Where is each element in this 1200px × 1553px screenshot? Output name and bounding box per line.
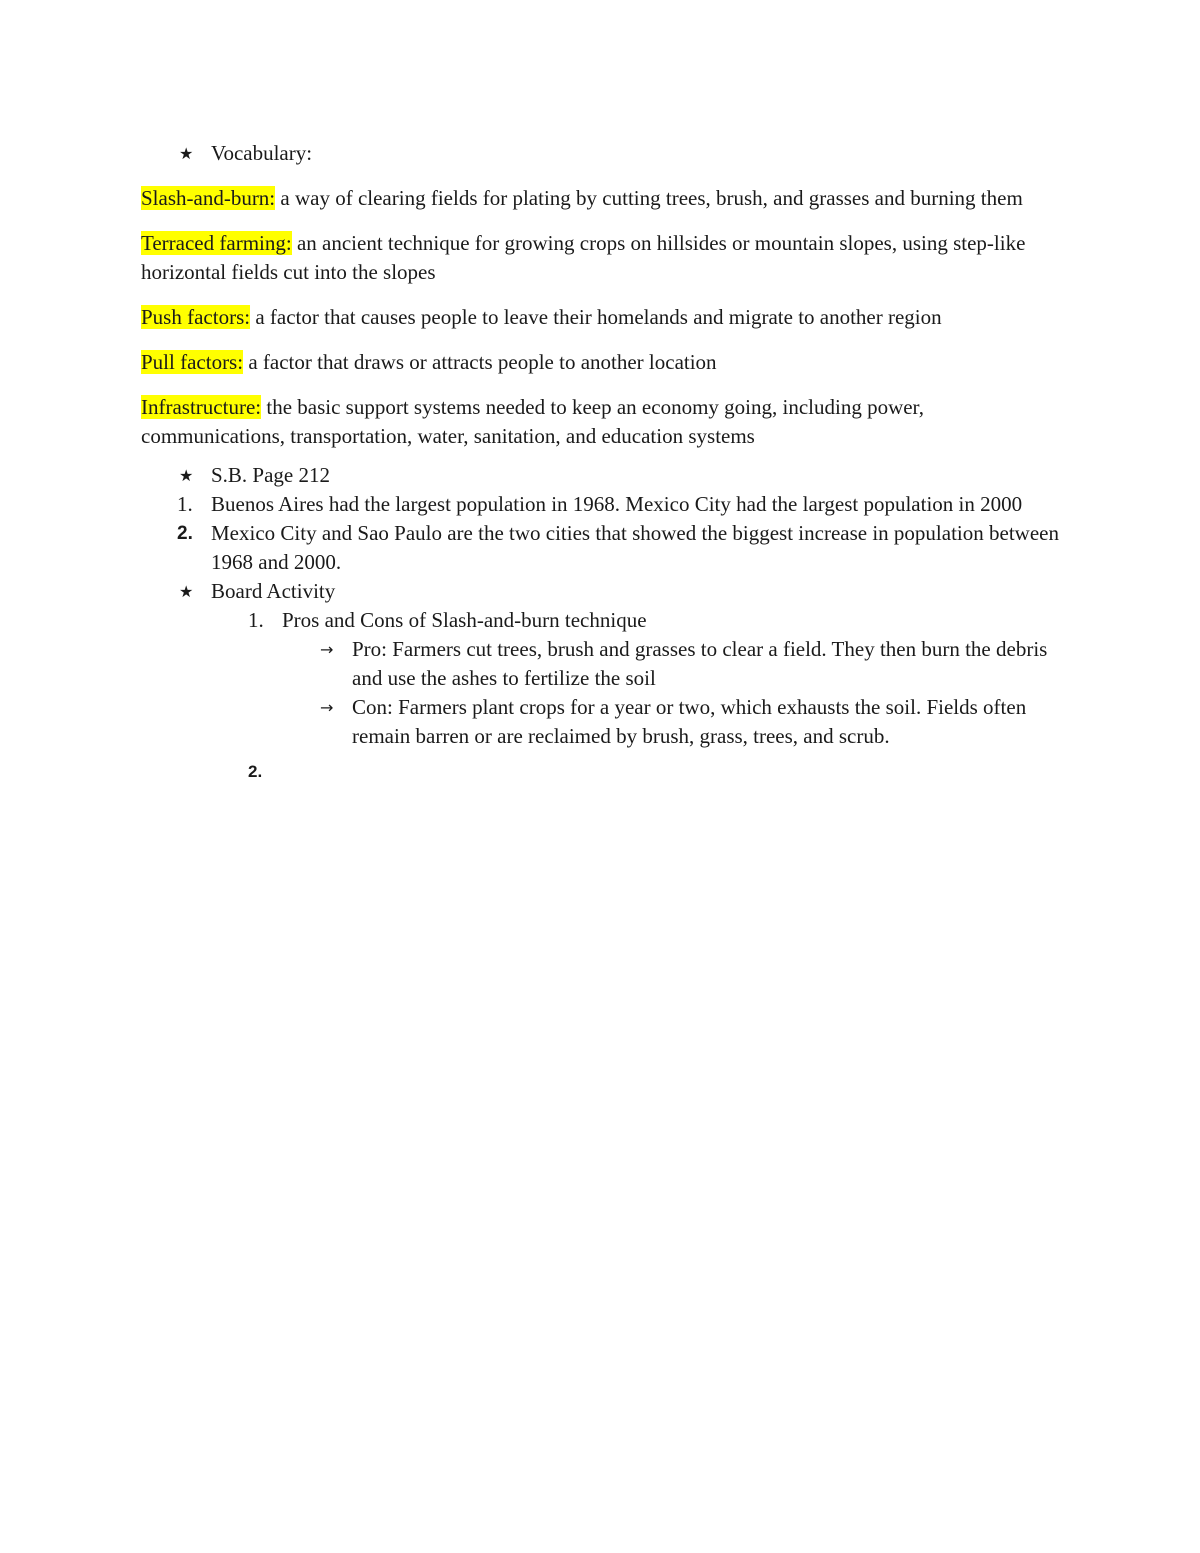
- sb-heading-row: [141, 461, 1061, 490]
- arrow-right-icon: →: [320, 640, 334, 659]
- definition-infrastructure: [141, 393, 1061, 451]
- arrow-right-icon: →: [320, 698, 334, 717]
- definition-text: a factor that causes people to leave their homelands and migrate to another region: [250, 305, 942, 329]
- board-heading: Board Activity: [211, 579, 336, 603]
- list-item-text: Pros and Cons of Slash-and-burn technique: [282, 608, 647, 632]
- vocab-heading: Vocabulary:: [211, 141, 313, 165]
- list-number: 1.: [248, 608, 264, 632]
- list-item-text: [282, 759, 287, 783]
- definition-term: Terraced farming:: [141, 231, 292, 255]
- list-item-text: Buenos Aires had the largest population in 1968. Mexico City had the largest population in 2000: [211, 492, 1023, 516]
- list-number: 2.: [248, 762, 263, 781]
- star-icon: ★: [179, 466, 194, 485]
- definition-term: Push factors:: [141, 305, 251, 329]
- list-item-text: Con: Farmers plant crops for a year or two, which exhausts the soil. Fields often remain barren or are reclaimed by brush, grass, trees, and scrub.: [352, 695, 1027, 748]
- definition-push-factors: [141, 303, 1061, 332]
- board-subitem-pro: [141, 635, 1061, 693]
- definition-term: Infrastructure:: [141, 395, 262, 419]
- list-number: 1.: [177, 492, 193, 516]
- definition-term: Slash-and-burn:: [141, 186, 276, 210]
- definition-pull-factors: [141, 348, 1061, 377]
- definition-term: Pull factors:: [141, 350, 244, 374]
- sb-item-2: [141, 519, 1061, 577]
- document-content: [141, 139, 1061, 786]
- definition-slash-and-burn: [141, 184, 1061, 213]
- board-subitem-con: [141, 693, 1061, 751]
- definition-text: the basic support systems needed to keep an economy going, including power, communications, transportation, water, sanitation, and education systems: [141, 395, 924, 448]
- sb-item-1: [141, 490, 1061, 519]
- board-heading-row: [141, 577, 1061, 606]
- star-icon: ★: [179, 144, 194, 163]
- definition-text: a factor that draws or attracts people to another location: [243, 350, 717, 374]
- star-icon: ★: [179, 582, 194, 601]
- sb-heading: S.B. Page 212: [211, 463, 331, 487]
- list-item-text: Pro: Farmers cut trees, brush and grasses to clear a field. They then burn the debris and use the ashes to fertilize the soil: [352, 637, 1048, 690]
- definition-text: an ancient technique for growing crops on hillsides or mountain slopes, using step-like horizontal fields cut into the slopes: [141, 231, 1026, 284]
- board-item-2: [141, 757, 1061, 786]
- definition-text: a way of clearing fields for plating by cutting trees, brush, and grasses and burning them: [275, 186, 1023, 210]
- list-item-text: Mexico City and Sao Paulo are the two cities that showed the biggest increase in population between 1968 and 2000.: [211, 521, 1059, 574]
- board-item-1: [141, 606, 1061, 635]
- vocab-heading-row: [141, 139, 1061, 168]
- definition-terraced-farming: [141, 229, 1061, 287]
- list-number: 2.: [177, 523, 193, 544]
